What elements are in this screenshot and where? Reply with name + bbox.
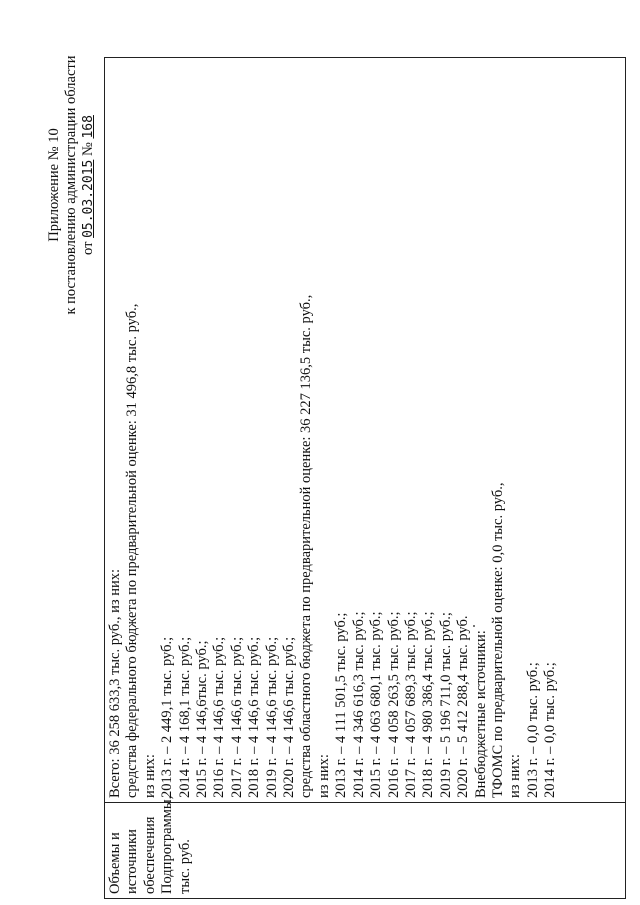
content-line: 2013 г. – 2 449,1 тыс. руб.;	[159, 636, 176, 798]
content-line: 2016 г. – 4 058 263,5 тыс. руб.;	[385, 611, 402, 798]
content-line: 2020 г. – 4 146,6 тыс. руб.;	[281, 636, 298, 798]
appendix-title: Приложение № 10	[46, 128, 62, 242]
appendix-number: 168	[81, 115, 96, 139]
funding-table	[104, 57, 626, 899]
content-line: 2018 г. – 4 980 386,4 тыс. руб.;	[420, 611, 437, 798]
content-line: 2016 г. – 4 146,6 тыс. руб.;	[211, 636, 228, 798]
number-prefix: №	[80, 138, 96, 160]
content-line: 2014 г. – 4 346 616,3 тыс. руб.;	[350, 611, 367, 798]
content-line: 2020 г. – 5 412 288,4 тыс. руб.	[455, 615, 472, 798]
content-line: из них:	[507, 754, 524, 798]
label-line: обеспечения	[141, 816, 158, 894]
content-line: 2019 г. – 5 196 711,0 тыс. руб.;	[437, 612, 454, 798]
label-line: источники	[124, 829, 141, 894]
appendix-header	[46, 25, 97, 345]
content-line: 2013 г. – 0,0 тыс. руб.;	[524, 662, 541, 798]
date-prefix: от	[80, 237, 96, 255]
content-line: 2013 г. – 4 111 501,5 тыс. руб.;	[333, 612, 350, 798]
table-label-cell	[105, 795, 625, 898]
content-line: средства федерального бюджета по предварительной оценке: 31 496,8 тыс. руб.,	[124, 303, 141, 798]
content-line: Всего: 36 258 633,3 тыс. руб., из них:	[107, 568, 123, 798]
content-line: 2014 г. – 4 168,1 тыс. руб.;	[176, 636, 193, 798]
content-line: 2015 г. – 4 063 680,1 тыс. руб.;	[368, 611, 385, 798]
content-line: 2017 г. – 4 146,6 тыс. руб.;	[228, 636, 245, 798]
label-line: Объемы и	[107, 832, 123, 894]
content-line: из них:	[315, 754, 332, 798]
content-line: ТФОМС по предварительной оценке: 0,0 тыс. руб.,	[489, 482, 506, 798]
content-line: Внебюджетные источники:	[472, 630, 489, 798]
content-line: 2018 г. – 4 146,6 тыс. руб.;	[246, 636, 263, 798]
label-line: тыс. руб.	[176, 839, 193, 894]
content-line: 2017 г. – 4 057 689,3 тыс. руб.;	[402, 611, 419, 798]
content-line: 2015 г. – 4 146,6тыс. руб.;	[194, 640, 211, 798]
appendix-subtitle: к постановлению администрации области	[63, 55, 79, 315]
appendix-date-line	[80, 25, 97, 345]
content-line: 2019 г. – 4 146,6 тыс. руб.;	[263, 636, 280, 798]
content-line: 2014 г. – 0,0 тыс. руб.;	[542, 662, 559, 798]
label-line: Подпрограммы,	[159, 795, 176, 894]
scan-speck	[473, 625, 475, 627]
appendix-date: 05.03.2015	[81, 159, 96, 238]
table-content-cell	[105, 58, 627, 802]
content-line: средства областного бюджета по предварительной оценке: 36 227 136,5 тыс. руб.,	[298, 294, 315, 798]
content-line: из них:	[141, 754, 158, 798]
